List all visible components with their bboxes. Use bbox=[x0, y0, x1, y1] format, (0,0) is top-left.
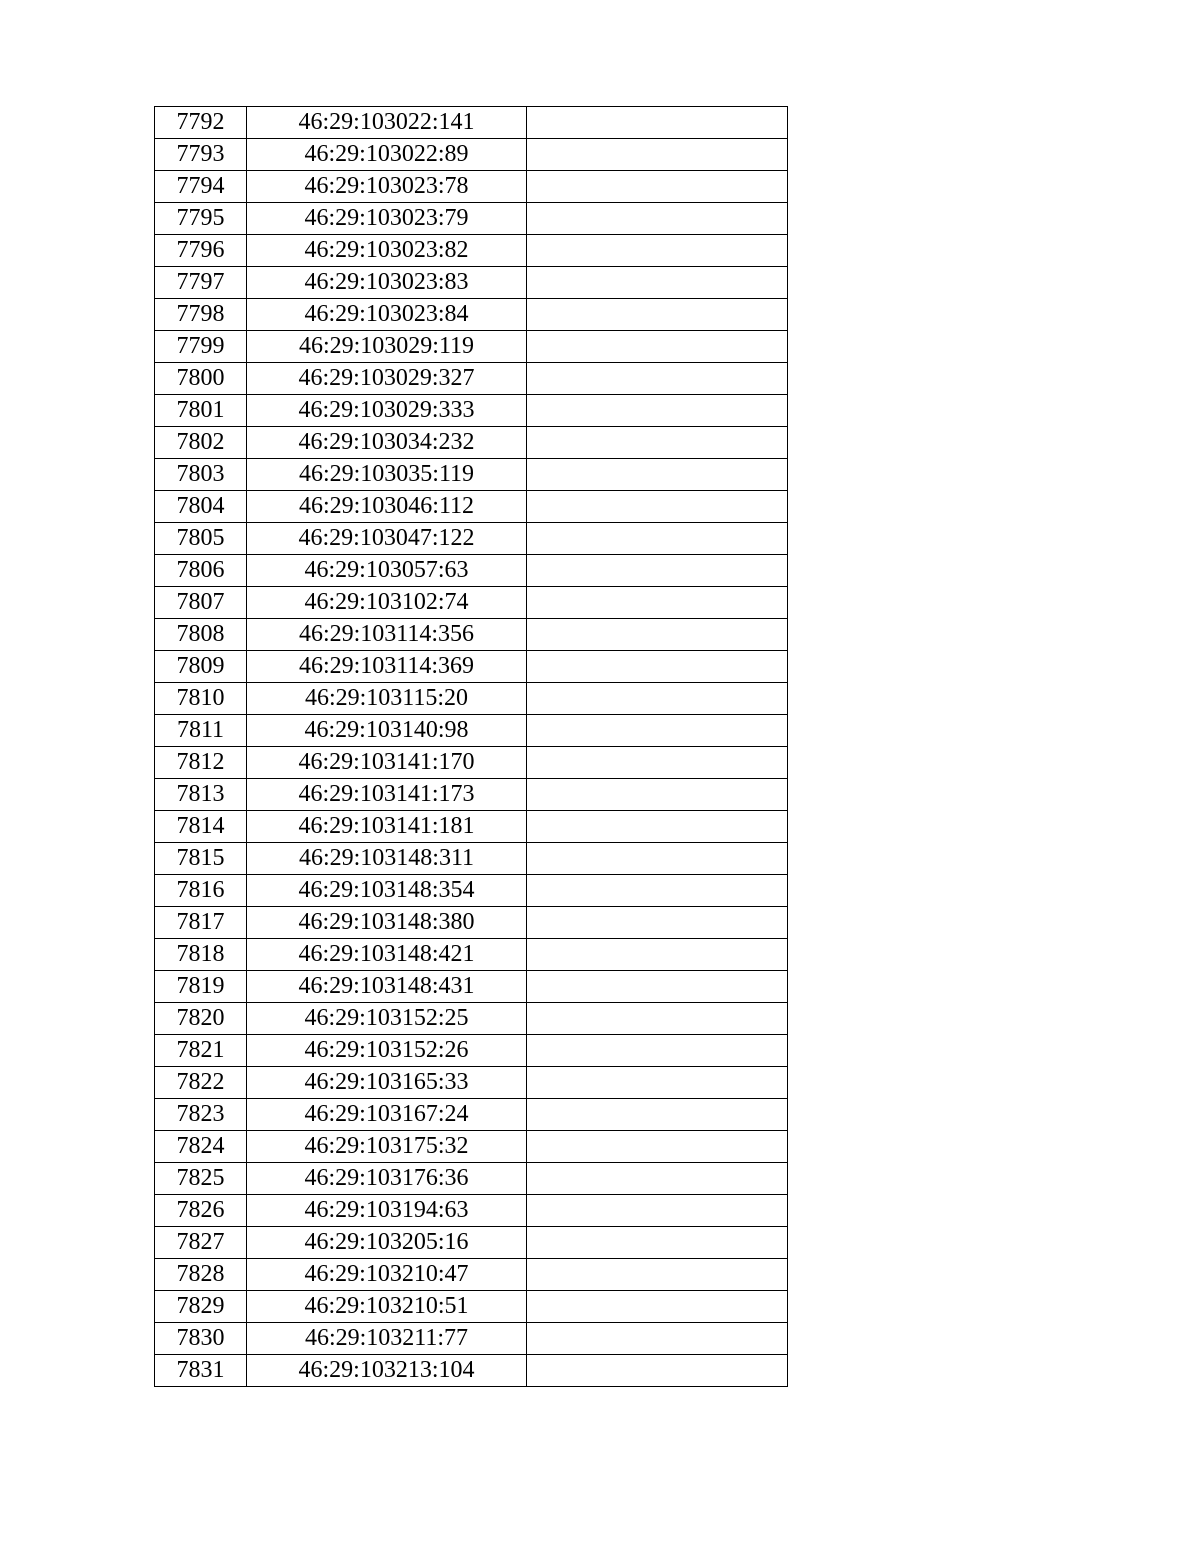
row-number-cell: 7797 bbox=[155, 267, 247, 299]
table-row bbox=[155, 1035, 788, 1067]
empty-cell bbox=[527, 715, 788, 747]
table-row bbox=[155, 267, 788, 299]
cadastral-number-cell: 46:29:103148:380 bbox=[247, 907, 527, 939]
table-row bbox=[155, 299, 788, 331]
cadastral-number-cell: 46:29:103211:77 bbox=[247, 1323, 527, 1355]
empty-cell bbox=[527, 619, 788, 651]
row-number-cell: 7816 bbox=[155, 875, 247, 907]
row-number-cell: 7825 bbox=[155, 1163, 247, 1195]
empty-cell bbox=[527, 235, 788, 267]
table-row bbox=[155, 203, 788, 235]
cadastral-number-cell: 46:29:103057:63 bbox=[247, 555, 527, 587]
row-number-cell: 7831 bbox=[155, 1355, 247, 1387]
empty-cell bbox=[527, 1003, 788, 1035]
table-row bbox=[155, 1195, 788, 1227]
table-row bbox=[155, 747, 788, 779]
row-number-cell: 7806 bbox=[155, 555, 247, 587]
cadastral-number-cell: 46:29:103141:173 bbox=[247, 779, 527, 811]
empty-cell bbox=[527, 459, 788, 491]
table-body bbox=[155, 107, 788, 1387]
cadastral-number-table bbox=[154, 106, 788, 1387]
table-row bbox=[155, 1163, 788, 1195]
empty-cell bbox=[527, 1035, 788, 1067]
cadastral-number-cell: 46:29:103141:181 bbox=[247, 811, 527, 843]
cadastral-number-cell: 46:29:103023:78 bbox=[247, 171, 527, 203]
row-number-cell: 7808 bbox=[155, 619, 247, 651]
table-row bbox=[155, 619, 788, 651]
cadastral-number-cell: 46:29:103046:112 bbox=[247, 491, 527, 523]
table-row bbox=[155, 171, 788, 203]
table-row bbox=[155, 1259, 788, 1291]
empty-cell bbox=[527, 1131, 788, 1163]
table-row bbox=[155, 907, 788, 939]
table-row bbox=[155, 1291, 788, 1323]
table-row bbox=[155, 523, 788, 555]
empty-cell bbox=[527, 747, 788, 779]
empty-cell bbox=[527, 299, 788, 331]
table-row bbox=[155, 1003, 788, 1035]
cadastral-number-cell: 46:29:103034:232 bbox=[247, 427, 527, 459]
empty-cell bbox=[527, 651, 788, 683]
row-number-cell: 7801 bbox=[155, 395, 247, 427]
cadastral-number-cell: 46:29:103035:119 bbox=[247, 459, 527, 491]
empty-cell bbox=[527, 875, 788, 907]
empty-cell bbox=[527, 171, 788, 203]
empty-cell bbox=[527, 491, 788, 523]
cadastral-number-cell: 46:29:103023:79 bbox=[247, 203, 527, 235]
cadastral-number-cell: 46:29:103210:51 bbox=[247, 1291, 527, 1323]
empty-cell bbox=[527, 107, 788, 139]
row-number-cell: 7815 bbox=[155, 843, 247, 875]
cadastral-number-cell: 46:29:103210:47 bbox=[247, 1259, 527, 1291]
table-row bbox=[155, 331, 788, 363]
row-number-cell: 7818 bbox=[155, 939, 247, 971]
table-row bbox=[155, 939, 788, 971]
empty-cell bbox=[527, 1323, 788, 1355]
cadastral-number-cell: 46:29:103148:354 bbox=[247, 875, 527, 907]
row-number-cell: 7805 bbox=[155, 523, 247, 555]
table-row bbox=[155, 107, 788, 139]
row-number-cell: 7799 bbox=[155, 331, 247, 363]
cadastral-number-cell: 46:29:103022:89 bbox=[247, 139, 527, 171]
cadastral-number-cell: 46:29:103205:16 bbox=[247, 1227, 527, 1259]
row-number-cell: 7812 bbox=[155, 747, 247, 779]
empty-cell bbox=[527, 363, 788, 395]
cadastral-number-cell: 46:29:103115:20 bbox=[247, 683, 527, 715]
empty-cell bbox=[527, 1227, 788, 1259]
row-number-cell: 7807 bbox=[155, 587, 247, 619]
row-number-cell: 7820 bbox=[155, 1003, 247, 1035]
table-row bbox=[155, 811, 788, 843]
table-row bbox=[155, 1323, 788, 1355]
empty-cell bbox=[527, 907, 788, 939]
empty-cell bbox=[527, 1259, 788, 1291]
cadastral-number-cell: 46:29:103047:122 bbox=[247, 523, 527, 555]
table-row bbox=[155, 139, 788, 171]
table-row bbox=[155, 395, 788, 427]
table-row bbox=[155, 651, 788, 683]
cadastral-number-cell: 46:29:103176:36 bbox=[247, 1163, 527, 1195]
empty-cell bbox=[527, 427, 788, 459]
table-row bbox=[155, 427, 788, 459]
cadastral-number-cell: 46:29:103175:32 bbox=[247, 1131, 527, 1163]
empty-cell bbox=[527, 203, 788, 235]
cadastral-number-cell: 46:29:103148:311 bbox=[247, 843, 527, 875]
table-row bbox=[155, 971, 788, 1003]
table-row bbox=[155, 715, 788, 747]
table-row bbox=[155, 235, 788, 267]
row-number-cell: 7824 bbox=[155, 1131, 247, 1163]
row-number-cell: 7823 bbox=[155, 1099, 247, 1131]
empty-cell bbox=[527, 331, 788, 363]
row-number-cell: 7811 bbox=[155, 715, 247, 747]
cadastral-number-cell: 46:29:103148:421 bbox=[247, 939, 527, 971]
cadastral-number-cell: 46:29:103148:431 bbox=[247, 971, 527, 1003]
row-number-cell: 7800 bbox=[155, 363, 247, 395]
cadastral-number-cell: 46:29:103029:333 bbox=[247, 395, 527, 427]
row-number-cell: 7803 bbox=[155, 459, 247, 491]
empty-cell bbox=[527, 843, 788, 875]
table-row bbox=[155, 779, 788, 811]
table-row bbox=[155, 459, 788, 491]
empty-cell bbox=[527, 811, 788, 843]
row-number-cell: 7827 bbox=[155, 1227, 247, 1259]
empty-cell bbox=[527, 683, 788, 715]
cadastral-number-cell: 46:29:103022:141 bbox=[247, 107, 527, 139]
cadastral-number-cell: 46:29:103165:33 bbox=[247, 1067, 527, 1099]
row-number-cell: 7822 bbox=[155, 1067, 247, 1099]
row-number-cell: 7798 bbox=[155, 299, 247, 331]
row-number-cell: 7819 bbox=[155, 971, 247, 1003]
cadastral-number-cell: 46:29:103023:83 bbox=[247, 267, 527, 299]
empty-cell bbox=[527, 267, 788, 299]
row-number-cell: 7814 bbox=[155, 811, 247, 843]
cadastral-number-cell: 46:29:103102:74 bbox=[247, 587, 527, 619]
table-row bbox=[155, 1067, 788, 1099]
empty-cell bbox=[527, 939, 788, 971]
empty-cell bbox=[527, 779, 788, 811]
empty-cell bbox=[527, 395, 788, 427]
table-row bbox=[155, 1355, 788, 1387]
empty-cell bbox=[527, 1291, 788, 1323]
row-number-cell: 7795 bbox=[155, 203, 247, 235]
cadastral-number-cell: 46:29:103140:98 bbox=[247, 715, 527, 747]
cadastral-number-cell: 46:29:103023:84 bbox=[247, 299, 527, 331]
row-number-cell: 7817 bbox=[155, 907, 247, 939]
table-row bbox=[155, 363, 788, 395]
empty-cell bbox=[527, 1195, 788, 1227]
row-number-cell: 7794 bbox=[155, 171, 247, 203]
empty-cell bbox=[527, 1099, 788, 1131]
row-number-cell: 7802 bbox=[155, 427, 247, 459]
empty-cell bbox=[527, 555, 788, 587]
table-row bbox=[155, 683, 788, 715]
empty-cell bbox=[527, 1163, 788, 1195]
row-number-cell: 7796 bbox=[155, 235, 247, 267]
cadastral-number-cell: 46:29:103114:356 bbox=[247, 619, 527, 651]
table-row bbox=[155, 555, 788, 587]
cadastral-number-cell: 46:29:103029:119 bbox=[247, 331, 527, 363]
empty-cell bbox=[527, 587, 788, 619]
row-number-cell: 7792 bbox=[155, 107, 247, 139]
table-row bbox=[155, 1131, 788, 1163]
cadastral-number-cell: 46:29:103152:25 bbox=[247, 1003, 527, 1035]
cadastral-number-cell: 46:29:103141:170 bbox=[247, 747, 527, 779]
row-number-cell: 7830 bbox=[155, 1323, 247, 1355]
cadastral-number-cell: 46:29:103029:327 bbox=[247, 363, 527, 395]
cadastral-number-cell: 46:29:103213:104 bbox=[247, 1355, 527, 1387]
cadastral-number-cell: 46:29:103167:24 bbox=[247, 1099, 527, 1131]
row-number-cell: 7804 bbox=[155, 491, 247, 523]
table-row bbox=[155, 1099, 788, 1131]
row-number-cell: 7809 bbox=[155, 651, 247, 683]
cadastral-number-cell: 46:29:103152:26 bbox=[247, 1035, 527, 1067]
row-number-cell: 7810 bbox=[155, 683, 247, 715]
empty-cell bbox=[527, 1067, 788, 1099]
table-row bbox=[155, 1227, 788, 1259]
cadastral-number-cell: 46:29:103194:63 bbox=[247, 1195, 527, 1227]
row-number-cell: 7821 bbox=[155, 1035, 247, 1067]
empty-cell bbox=[527, 971, 788, 1003]
table-row bbox=[155, 843, 788, 875]
cadastral-number-cell: 46:29:103114:369 bbox=[247, 651, 527, 683]
cadastral-number-cell: 46:29:103023:82 bbox=[247, 235, 527, 267]
empty-cell bbox=[527, 1355, 788, 1387]
row-number-cell: 7793 bbox=[155, 139, 247, 171]
row-number-cell: 7826 bbox=[155, 1195, 247, 1227]
table-row bbox=[155, 587, 788, 619]
empty-cell bbox=[527, 523, 788, 555]
empty-cell bbox=[527, 139, 788, 171]
table-row bbox=[155, 875, 788, 907]
row-number-cell: 7828 bbox=[155, 1259, 247, 1291]
row-number-cell: 7829 bbox=[155, 1291, 247, 1323]
table-row bbox=[155, 491, 788, 523]
row-number-cell: 7813 bbox=[155, 779, 247, 811]
